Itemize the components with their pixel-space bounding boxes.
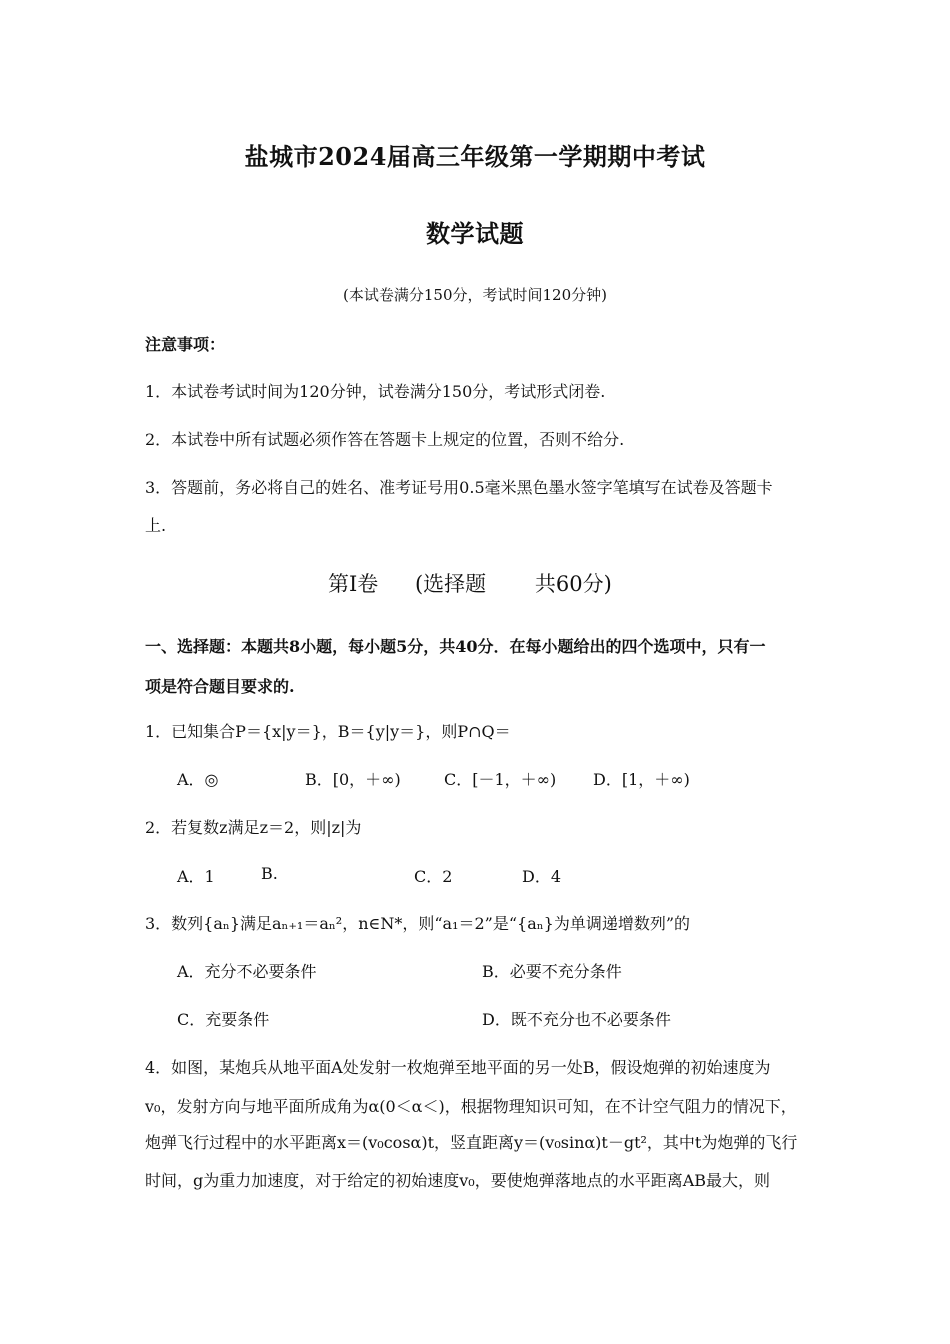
- q3-option-c: C．充要条件: [177, 1010, 270, 1029]
- note-item-2: 2．本试卷中所有试题必须作答在答题卡上规定的位置，否则不给分.: [145, 430, 625, 449]
- note-item-3: 3．答题前，务必将自己的姓名、准考证号用0.5毫米黑色墨水签字笔填写在试卷及答题卡: [145, 478, 773, 497]
- note-item-1: 1．本试卷考试时间为120分钟，试卷满分150分，考试形式闭卷.: [145, 382, 606, 401]
- q4-line-1: 4．如图，某炮兵从地平面A处发射一枚炮弹至地平面的另一处B，假设炮弹的初始速度为: [145, 1058, 771, 1077]
- note-item-3-cont: 上.: [145, 516, 167, 535]
- q3-option-b: B．必要不充分条件: [482, 962, 622, 981]
- q1-option-a: A．◎: [177, 770, 219, 789]
- q3-option-a: A．充分不必要条件: [177, 962, 317, 981]
- q2-option-c: C．2: [414, 867, 453, 886]
- q4-line-3: 炮弹飞行过程中的水平距离x＝(v₀cosα)t，竖直距离y＝(v₀sinα)t－gt²，其中t为炮弹的飞行: [145, 1133, 798, 1152]
- q2-option-a: A．1: [177, 867, 215, 886]
- q1-option-b: B．[0，＋∞): [305, 770, 401, 789]
- q2-stem: 2．若复数z满足z＝2，则|z|为: [145, 818, 362, 837]
- notes-heading: 注意事项：: [145, 335, 226, 354]
- subject-title: 数学试题: [426, 219, 524, 248]
- exam-info: (本试卷满分150分，考试时间120分钟): [343, 286, 607, 304]
- part1-title: [328, 568, 612, 598]
- section1-intro-cont: 项是符合题目要求的.: [145, 677, 295, 696]
- q1-option-d: D．[1，＋∞): [593, 770, 690, 789]
- q2-option-b: B.: [261, 864, 278, 883]
- q1-option-c: C．[－1，＋∞): [444, 770, 557, 789]
- exam-title: 盐城市2024届高三年级第一学期期中考试: [244, 142, 706, 171]
- section1-intro: 一、选择题：本题共8小题，每小题5分，共40分．在每小题给出的四个选项中，只有一: [145, 637, 766, 656]
- q3-stem: 3．数列{aₙ}满足aₙ₊₁＝aₙ²，n∈N*，则“a₁＝2”是“{aₙ}为单调递增数列”的: [145, 914, 691, 933]
- q1-stem: 1．已知集合P＝{x|y＝}，B＝{y|y＝}，则P∩Q＝: [145, 722, 511, 741]
- part1-label: 第I卷: [328, 572, 379, 596]
- q2-option-d: D．4: [522, 867, 562, 886]
- q3-option-d: D．既不充分也不必要条件: [482, 1010, 671, 1029]
- q4-line-4: 时间，g为重力加速度，对于给定的初始速度v₀，要使炮弹落地点的水平距离AB最大，则: [145, 1171, 771, 1190]
- q4-line-2: v₀，发射方向与地平面所成角为α(0＜α＜)，根据物理知识可知，在不计空气阻力的情况下，: [145, 1097, 797, 1116]
- part1-score: 共60分): [534, 572, 612, 596]
- part1-type: (选择题: [414, 572, 487, 596]
